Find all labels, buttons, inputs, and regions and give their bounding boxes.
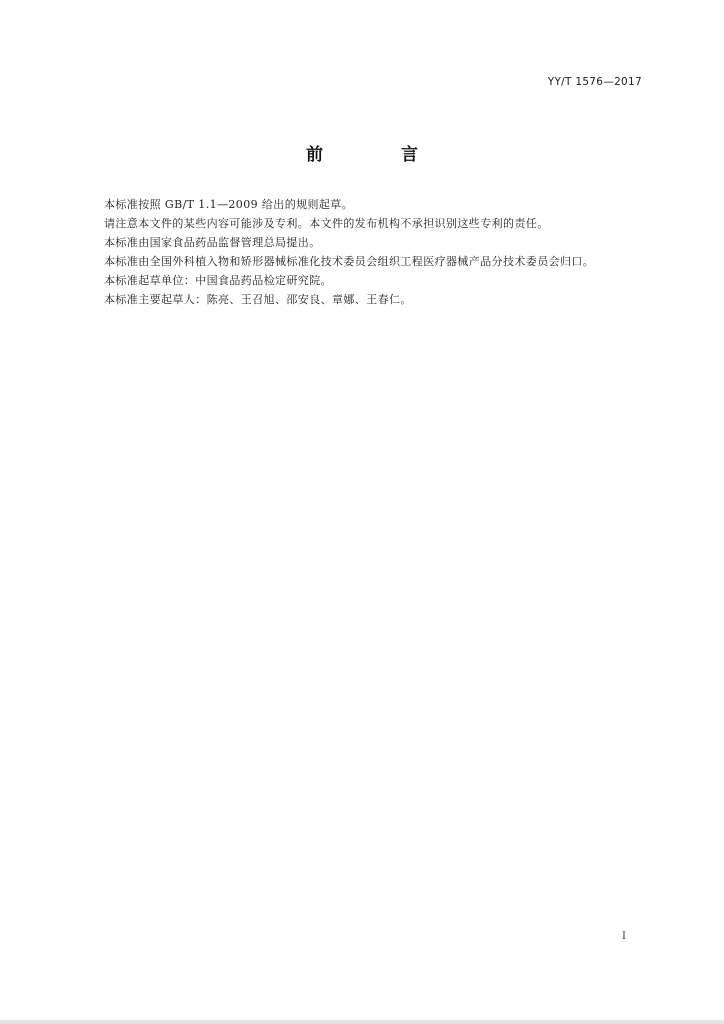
bottom-divider [0, 1020, 724, 1024]
paragraph-patent-notice: 请注意本文件的某些内容可能涉及专利。本文件的发布机构不承担识别这些专利的责任。 [104, 217, 549, 230]
page-number: I [622, 931, 626, 942]
paragraph-proposed-by: 本标准由国家食品药品监督管理总局提出。 [104, 236, 321, 249]
paragraph-drafting-unit: 本标准起草单位：中国食品药品检定研究院。 [104, 274, 332, 287]
paragraph-drafters: 本标准主要起草人：陈亮、王召旭、邵安良、章娜、王春仁。 [104, 293, 412, 306]
standard-code: YY/T 1576—2017 [547, 76, 642, 88]
foreword-body [82, 195, 644, 309]
paragraph-drafting-rules: 本标准按照 GB/T 1.1—2009 给出的规则起草。 [104, 198, 354, 211]
foreword-heading: 前 言 [306, 145, 454, 165]
paragraph-administered-by: 本标准由全国外科植入物和矫形器械标准化技术委员会组织工程医疗器械产品分技术委员会归口。 [104, 255, 595, 268]
